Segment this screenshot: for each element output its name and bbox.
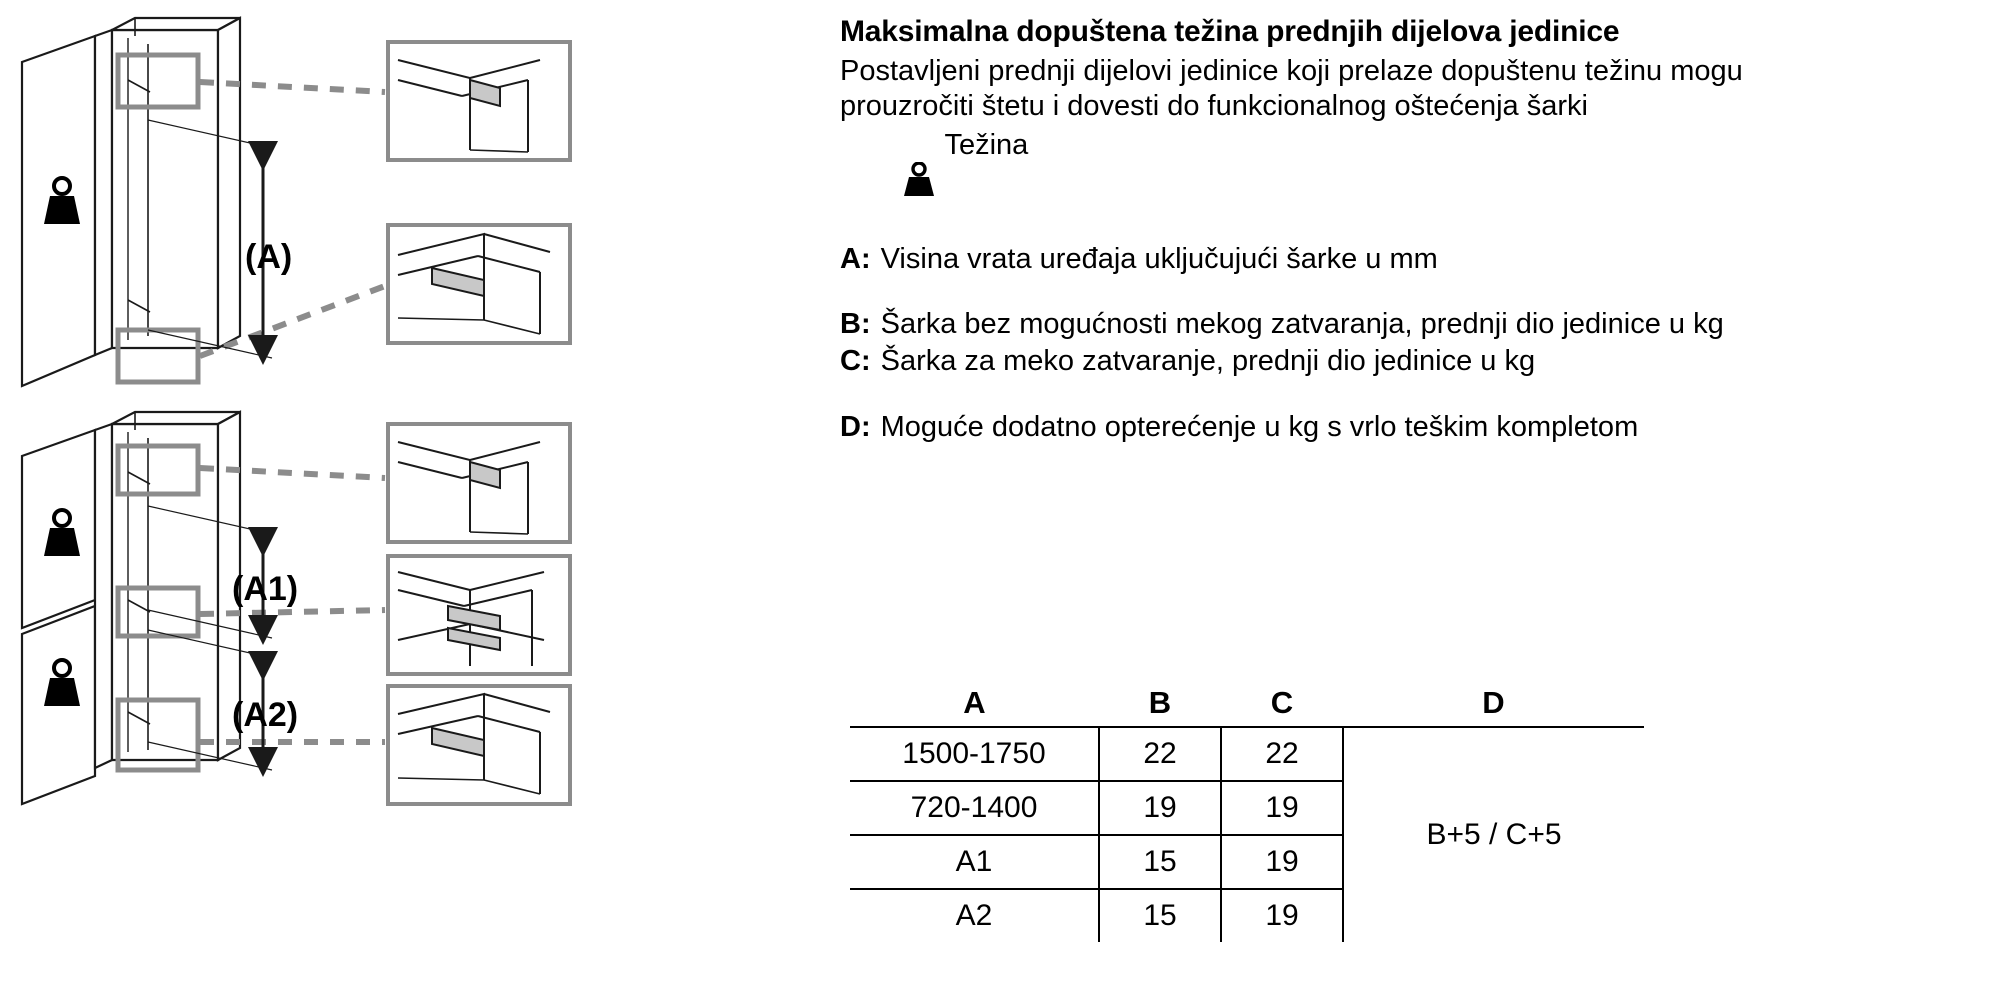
legend-a <box>840 242 2000 277</box>
label-a: (A) <box>245 238 293 276</box>
detail-top-hinge-double <box>388 424 570 542</box>
table-header-b: B <box>1099 680 1221 727</box>
cell-a: A1 <box>850 835 1099 889</box>
legend-c-key: C: <box>840 344 871 377</box>
leader-line-middle-double <box>200 610 385 614</box>
legend-d-text: Moguće dodatno opterećenje u kg s vrlo teškim kompletom <box>880 411 1639 444</box>
legend-weight <box>840 128 2000 240</box>
table-header-a: A <box>850 680 1099 727</box>
cell-a: 720-1400 <box>850 781 1099 835</box>
label-a2: (A2) <box>232 696 299 734</box>
weight-table <box>850 680 1644 942</box>
legend-b-key: B: <box>840 307 871 340</box>
table-header-row <box>850 680 1644 727</box>
weight-icon <box>840 128 934 240</box>
legend-b-text: Šarka bez mogućnosti mekog zatvaranja, prednji dio jedinice u kg <box>880 307 1724 340</box>
intro-text: Postavljeni prednji dijelovi jedinice koji prelaze dopuštenu težinu mogu prouzročiti štetu i dovesti do funkcionalnog oštećenja šarki <box>840 55 1743 122</box>
table-head <box>850 680 1644 727</box>
legend-a-text: Visina vrata uređaja uključujući šarke u mm <box>880 243 1438 276</box>
legend-d <box>840 410 2000 445</box>
label-a1: (A1) <box>232 570 299 608</box>
table-header-c: C <box>1221 680 1343 727</box>
cell-d: B+5 / C+5 <box>1426 818 1562 851</box>
cell-c: 19 <box>1221 781 1343 835</box>
page-title: Maksimalna dopuštena težina prednjih dijelova jedinice <box>840 15 1620 48</box>
cell-b: 22 <box>1099 727 1221 781</box>
cell-c: 19 <box>1221 835 1343 889</box>
cell-c: 19 <box>1221 889 1343 942</box>
table-row <box>850 727 1644 781</box>
cell-a: A2 <box>850 889 1099 942</box>
table-header-d: D <box>1343 680 1644 727</box>
table-body <box>850 727 1644 942</box>
legend-d-key: D: <box>840 411 871 444</box>
legend-a-key: A: <box>840 243 871 276</box>
detail-bottom-hinge-double <box>388 686 570 804</box>
weight-table-wrap <box>850 680 1990 942</box>
detail-top-hinge-single <box>388 42 570 160</box>
illustration-panel <box>0 0 830 1000</box>
cell-b: 19 <box>1099 781 1221 835</box>
legend-c <box>840 344 2000 379</box>
cell-b: 15 <box>1099 889 1221 942</box>
cell-c: 22 <box>1221 727 1343 781</box>
detail-bottom-hinge-single <box>388 225 570 343</box>
cell-a: 1500-1750 <box>850 727 1099 781</box>
legend-b <box>840 307 2000 342</box>
cell-b: 15 <box>1099 835 1221 889</box>
legend-c-text: Šarka za meko zatvaranje, prednji dio jedinice u kg <box>880 344 1536 377</box>
text-panel <box>840 0 2000 1000</box>
legend-weight-label: Težina <box>944 128 1029 161</box>
detail-middle-hinge-double <box>388 556 570 674</box>
